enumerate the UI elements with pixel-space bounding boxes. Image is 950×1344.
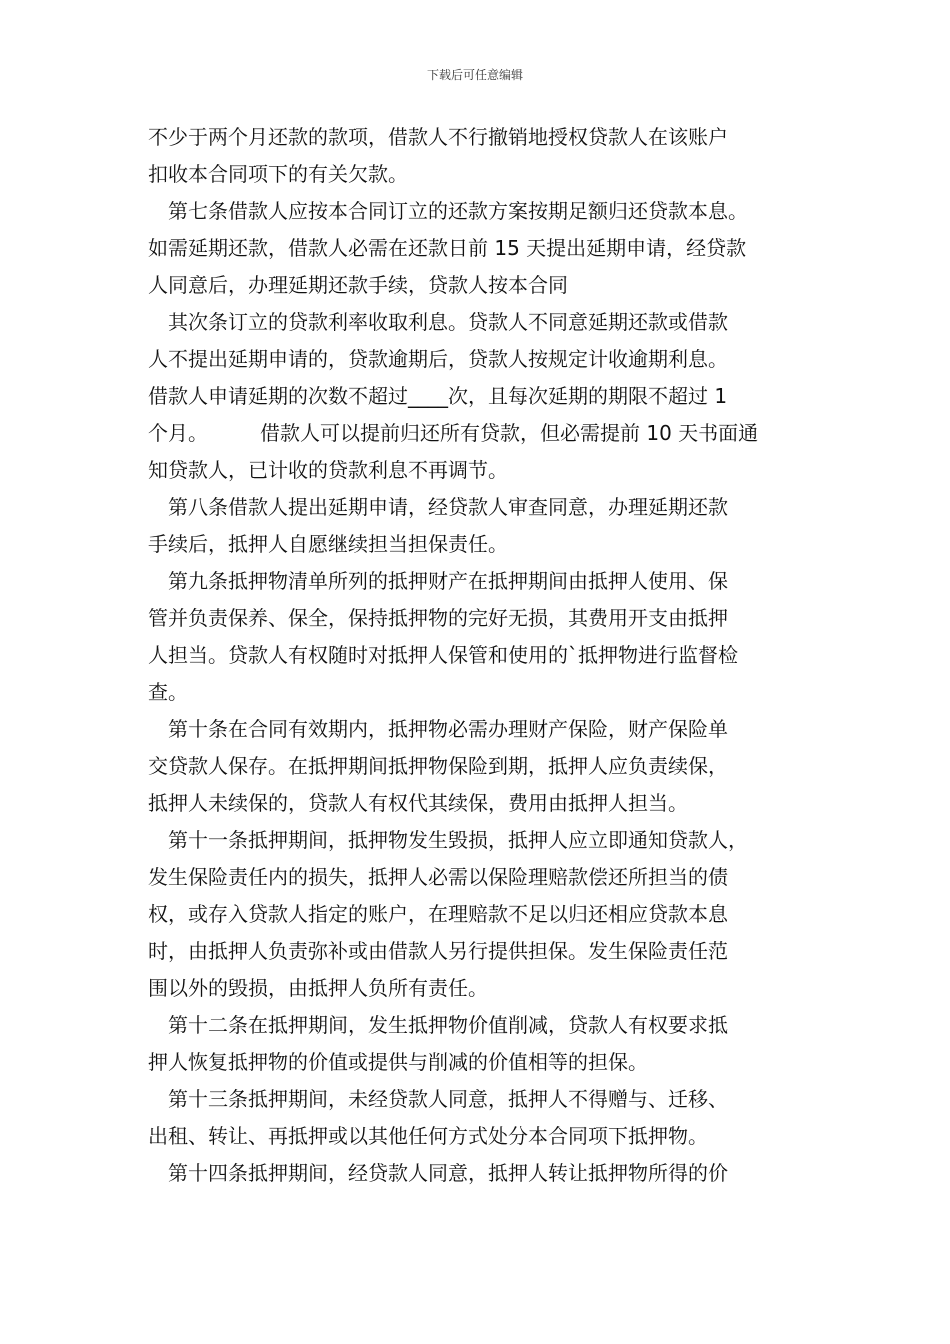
text-line: 围以外的毁损，由抵押人负所有责任。 bbox=[148, 976, 488, 1000]
text-line: 人同意后，办理延期还款手续，贷款人按本合同 bbox=[148, 273, 568, 297]
text-line: 管并负责保养、保全，保持抵押物的完好无损，其费用开支由抵押 bbox=[148, 606, 728, 630]
text-line: 人担当。贷款人有权随时对抵押人保管和使用的`抵押物进行监督检 bbox=[148, 643, 738, 667]
text-line: 如需延期还款，借款人必需在还款日前 15 天提出延期申请，经贷款 bbox=[148, 236, 747, 260]
paragraph-article-10 bbox=[148, 711, 808, 822]
text-fragment: 借款人可以提前归还所有贷款，但必需提前 10 天书面通 bbox=[260, 421, 759, 445]
paragraph-article-9 bbox=[148, 563, 808, 711]
text-line: 权，或存入贷款人指定的账户，在理赔款不足以归还相应贷款本息 bbox=[148, 902, 728, 926]
paragraph bbox=[148, 119, 808, 193]
text-line: 不少于两个月还款的款项，借款人不行撤销地授权贷款人在该账户 bbox=[148, 125, 728, 149]
paragraph-article-8 bbox=[148, 489, 808, 563]
page-header: 下载后可任意编辑 bbox=[426, 68, 523, 82]
text-line: 人不提出延期申请的，贷款逾期后，贷款人按规定计收逾期利息。 bbox=[148, 347, 728, 371]
text-line bbox=[148, 415, 808, 452]
text-line: 第十一条抵押期间，抵押物发生毁损，抵押人应立即通知贷款人， bbox=[168, 828, 748, 852]
text-line: 知贷款人，已计收的贷款利息不再调节。 bbox=[148, 458, 508, 482]
text-line: 第十四条抵押期间，经贷款人同意，抵押人转让抵押物所得的价 bbox=[168, 1161, 728, 1185]
text-line: 借款人申请延期的次数不超过____次，且每次延期的期限不超过 1 bbox=[148, 384, 728, 408]
text-line: 扣收本合同项下的有关欠款。 bbox=[148, 162, 408, 186]
text-fragment: 个月。 bbox=[148, 421, 208, 445]
text-line: 第八条借款人提出延期申请，经贷款人审查同意，办理延期还款 bbox=[168, 495, 728, 519]
paragraph-article-11 bbox=[148, 822, 808, 1007]
text-line: 抵押人未续保的，贷款人有权代其续保，费用由抵押人担当。 bbox=[148, 791, 688, 815]
paragraph-article-12 bbox=[148, 1007, 808, 1081]
text-line: 其次条订立的贷款利率收取利息。贷款人不同意延期还款或借款 bbox=[168, 310, 728, 334]
text-line: 发生保险责任内的损失，抵押人必需以保险理赔款偿还所担当的债 bbox=[148, 865, 728, 889]
paragraph-article-7 bbox=[148, 193, 808, 304]
document-body bbox=[148, 119, 808, 1192]
text-line: 押人恢复抵押物的价值或提供与削减的价值相等的担保。 bbox=[148, 1050, 648, 1074]
text-line: 出租、转让、再抵押或以其他任何方式处分本合同项下抵押物。 bbox=[148, 1124, 708, 1148]
paragraph bbox=[148, 304, 808, 489]
text-line: 时，由抵押人负责弥补或由借款人另行提供担保。发生保险责任范 bbox=[148, 939, 728, 963]
text-line: 交贷款人保存。在抵押期间抵押物保险到期，抵押人应负责续保， bbox=[148, 754, 728, 778]
text-line: 第十条在合同有效期内，抵押物必需办理财产保险，财产保险单 bbox=[168, 717, 728, 741]
text-line: 第十二条在抵押期间，发生抵押物价值削减，贷款人有权要求抵 bbox=[168, 1013, 728, 1037]
text-line: 手续后，抵押人自愿继续担当担保责任。 bbox=[148, 532, 508, 556]
text-line: 第七条借款人应按本合同订立的还款方案按期足额归还贷款本息。 bbox=[168, 199, 748, 223]
text-line: 查。 bbox=[148, 680, 188, 704]
text-line: 第九条抵押物清单所列的抵押财产在抵押期间由抵押人使用、保 bbox=[168, 569, 728, 593]
text-line: 第十三条抵押期间，未经贷款人同意，抵押人不得赠与、迁移、 bbox=[168, 1087, 728, 1111]
paragraph-article-14 bbox=[148, 1155, 808, 1192]
paragraph-article-13 bbox=[148, 1081, 808, 1155]
